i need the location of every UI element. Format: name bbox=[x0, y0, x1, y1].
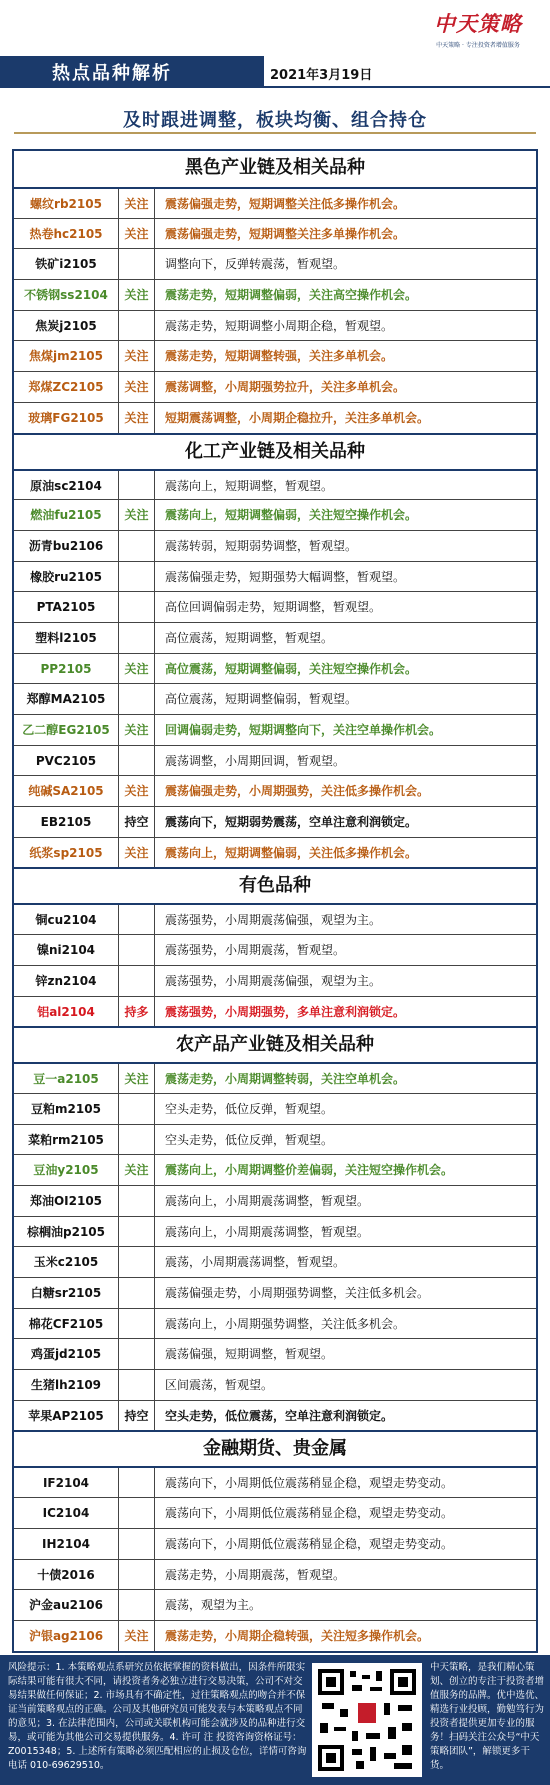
position-tag bbox=[119, 1370, 155, 1400]
strategy-text: 回调偏弱走势，短期调整向下，关注空单操作机会。 bbox=[165, 723, 442, 737]
position-tag bbox=[119, 1339, 155, 1369]
contract-name: PVC2105 bbox=[14, 746, 119, 776]
position-tag: 关注 bbox=[119, 500, 155, 530]
contract-name: 豆粕m2105 bbox=[14, 1094, 119, 1124]
position-tag bbox=[119, 562, 155, 592]
table-row bbox=[14, 1620, 536, 1651]
strategy-text: 震荡强势，小周期强势，多单注意利润锁定。 bbox=[165, 1004, 406, 1019]
position-tag bbox=[119, 531, 155, 561]
contract-name: 郑煤ZC2105 bbox=[14, 372, 119, 402]
strategy-text: 震荡偏强走势，小周期强势，关注低多操作机会。 bbox=[165, 784, 430, 799]
strategy-text: 震荡，小周期震荡调整，暂观望。 bbox=[165, 1255, 346, 1270]
page-title: 热点品种解析 bbox=[52, 63, 172, 84]
table-row bbox=[14, 745, 536, 776]
strategy-text: 震荡向上，小周期震荡调整，暂观望。 bbox=[165, 1224, 370, 1239]
contract-name: 豆一a2105 bbox=[14, 1064, 119, 1093]
subtitle-divider bbox=[14, 132, 536, 134]
contract-name: 白糖sr2105 bbox=[14, 1278, 119, 1308]
contract-name: 玉米c2105 bbox=[14, 1247, 119, 1277]
contract-name: 菜粕rm2105 bbox=[14, 1125, 119, 1155]
brand-about: 中天策略，是我们精心策划、创立的专注于投资者增值服务的品牌。优中选优、精选行业投顾，勤勉笃行为投资者提供更加专业的服务！扫码关注公众号“中天策略团队”，解锁更多干货。 bbox=[430, 1662, 545, 1771]
strategy-text: 震荡，观望为主。 bbox=[165, 1598, 262, 1613]
table-row bbox=[14, 279, 536, 310]
contract-name: 焦炭j2105 bbox=[14, 311, 119, 341]
position-tag bbox=[119, 905, 155, 934]
table-row bbox=[14, 469, 536, 500]
position-tag: 持空 bbox=[119, 1401, 155, 1431]
commodity-table bbox=[12, 149, 538, 1653]
contract-name: PTA2105 bbox=[14, 592, 119, 622]
contract-name: 热卷hc2105 bbox=[14, 219, 119, 249]
strategy-text: 震荡调整，小周期强势拉升，关注多单机会。 bbox=[165, 380, 406, 395]
strategy-text: 震荡偏强走势，小周期强势调整，关注低多机会。 bbox=[165, 1286, 430, 1300]
contract-name: 纯碱SA2105 bbox=[14, 776, 119, 806]
contract-name: 豆油y2105 bbox=[14, 1155, 119, 1185]
brand-logo bbox=[434, 8, 522, 49]
section-header: 金融期货、贵金属 bbox=[14, 1430, 536, 1466]
table-row bbox=[14, 996, 536, 1027]
table-row bbox=[14, 683, 536, 714]
position-tag bbox=[119, 1247, 155, 1277]
strategy-text: 震荡走势，短期调整转强，关注多单机会。 bbox=[165, 349, 394, 364]
table-row bbox=[14, 714, 536, 745]
strategy-text: 震荡偏强，短期调整，暂观望。 bbox=[165, 1347, 334, 1362]
title-divider bbox=[0, 86, 550, 88]
strategy-text: 震荡走势，小周期调整转弱，关注空单机会。 bbox=[165, 1072, 406, 1087]
contract-name: 不锈钢ss2104 bbox=[14, 280, 119, 310]
table-row bbox=[14, 1338, 536, 1369]
table-row bbox=[14, 1216, 536, 1247]
table-row bbox=[14, 591, 536, 622]
position-tag: 关注 bbox=[119, 280, 155, 310]
strategy-text: 震荡走势，短期调整偏弱，关注高空操作机会。 bbox=[165, 288, 418, 303]
table-row bbox=[14, 1246, 536, 1277]
contract-name: EB2105 bbox=[14, 807, 119, 837]
position-tag bbox=[119, 592, 155, 622]
table-row bbox=[14, 965, 536, 996]
contract-name: 沥青bu2106 bbox=[14, 531, 119, 561]
section-header: 黑色产业链及相关品种 bbox=[185, 157, 365, 178]
table-row bbox=[14, 402, 536, 433]
strategy-text: 震荡偏强走势，短期强势大幅调整，暂观望。 bbox=[165, 569, 406, 584]
table-row bbox=[14, 218, 536, 249]
position-tag: 关注 bbox=[119, 189, 155, 218]
table-row bbox=[14, 340, 536, 371]
position-tag: 关注 bbox=[119, 219, 155, 249]
report-date: 2021年3月19日 bbox=[270, 68, 373, 83]
position-tag bbox=[119, 623, 155, 653]
contract-name: IC2104 bbox=[14, 1498, 119, 1528]
position-tag bbox=[119, 471, 155, 500]
contract-name: PP2105 bbox=[14, 654, 119, 684]
strategy-text: 震荡走势，小周期震荡，暂观望。 bbox=[165, 1567, 346, 1582]
position-tag: 关注 bbox=[119, 372, 155, 402]
strategy-text: 震荡向下，短期弱势震荡，空单注意利润锁定。 bbox=[165, 815, 418, 830]
contract-name: 玻璃FG2105 bbox=[14, 403, 119, 433]
section-header: 化工产业链及相关品种 bbox=[14, 433, 536, 469]
strategy-text: 空头走势，低位反弹，暂观望。 bbox=[165, 1132, 334, 1147]
position-tag bbox=[119, 1590, 155, 1620]
risk-disclaimer: 风险提示：1. 本策略观点系研究员依据掌握的资料做出，因条件所限实际结果可能有很大不同，请投资者务必独立进行交易决策，公司不对交易结果做任何保证；2. 市场具有不确定性，过往策略观点的吻合并不保证当前策略观点的正确。公司及其他研究员可能发表与本策略观点不同的意见；3. 在法律范围内，公司或关联机构可能会就涉及的品种进行交易，或可能为其他公司交易提供服务。4. 许可 注 投资咨询资格证号：Z0015348；5. 上述所有策略必须匹配相应的止损及仓位，详情可咨询电话 010-69629510。 bbox=[8, 1662, 307, 1771]
table-row bbox=[14, 806, 536, 837]
table-row bbox=[14, 1185, 536, 1216]
position-tag: 持多 bbox=[119, 997, 155, 1027]
contract-name: 镍ni2104 bbox=[14, 935, 119, 965]
contract-name: 螺纹rb2105 bbox=[14, 189, 119, 218]
strategy-text: 震荡向上，小周期强势调整，关注低多机会。 bbox=[165, 1316, 406, 1331]
logo-text: 中天策略 bbox=[434, 13, 522, 36]
strategy-text: 高位震荡，短期调整偏弱，暂观望。 bbox=[165, 692, 358, 707]
logo-subtext: 中天策略 · 专注投资者增值服务 bbox=[436, 42, 520, 49]
strategy-text: 震荡向下，小周期低位震荡稍显企稳，观望走势变动。 bbox=[165, 1476, 454, 1491]
table-row bbox=[14, 371, 536, 402]
strategy-text: 高位震荡，短期调整偏弱，关注短空操作机会。 bbox=[165, 661, 418, 676]
position-tag bbox=[119, 1560, 155, 1590]
contract-name: 乙二醇EG2105 bbox=[14, 715, 119, 745]
contract-name: 棉花CF2105 bbox=[14, 1309, 119, 1339]
contract-name: 焦煤jm2105 bbox=[14, 341, 119, 371]
footer bbox=[0, 1655, 550, 1785]
strategy-text: 震荡强势，小周期震荡偏强，观望为主。 bbox=[165, 973, 382, 988]
position-tag: 关注 bbox=[119, 1621, 155, 1651]
position-tag bbox=[119, 1468, 155, 1497]
table-row bbox=[14, 1528, 536, 1559]
contract-name: 十债2016 bbox=[14, 1560, 119, 1590]
table-row bbox=[14, 934, 536, 965]
position-tag bbox=[119, 966, 155, 996]
position-tag: 关注 bbox=[119, 1155, 155, 1185]
strategy-text: 震荡向上，短期调整偏弱，关注低多操作机会。 bbox=[165, 845, 418, 860]
table-row bbox=[14, 561, 536, 592]
table-row bbox=[14, 1124, 536, 1155]
strategy-text: 震荡走势，小周期企稳转强，关注短多操作机会。 bbox=[165, 1628, 430, 1643]
table-row bbox=[14, 1308, 536, 1339]
position-tag bbox=[119, 1309, 155, 1339]
strategy-text: 区间震荡，暂观望。 bbox=[165, 1378, 274, 1393]
table-row bbox=[14, 248, 536, 279]
contract-name: 沪银ag2106 bbox=[14, 1621, 119, 1651]
strategy-text: 高位回调偏弱走势，短期调整，暂观望。 bbox=[165, 600, 382, 615]
position-tag bbox=[119, 935, 155, 965]
table-row bbox=[14, 1589, 536, 1620]
title-ribbon bbox=[0, 56, 264, 86]
table-row bbox=[14, 1093, 536, 1124]
strategy-text: 震荡向上，小周期震荡调整，暂观望。 bbox=[165, 1193, 370, 1208]
table-row bbox=[14, 1369, 536, 1400]
strategy-text: 空头走势，低位反弹，暂观望。 bbox=[165, 1101, 334, 1116]
position-tag bbox=[119, 1529, 155, 1559]
table-row bbox=[14, 1559, 536, 1590]
strategy-text: 调整向下，反弹转震荡，暂观望。 bbox=[165, 257, 346, 272]
contract-name: 纸浆sp2105 bbox=[14, 838, 119, 868]
section-header: 农产品产业链及相关品种 bbox=[14, 1026, 536, 1062]
qr-code[interactable] bbox=[312, 1663, 422, 1777]
strategy-text: 震荡向下，小周期低位震荡稍显企稳，观望走势变动。 bbox=[165, 1506, 454, 1521]
position-tag: 关注 bbox=[119, 715, 155, 745]
contract-name: 塑料l2105 bbox=[14, 623, 119, 653]
table-row bbox=[14, 1466, 536, 1497]
contract-name: 铁矿i2105 bbox=[14, 249, 119, 279]
contract-name: 橡胶ru2105 bbox=[14, 562, 119, 592]
strategy-text: 震荡偏强走势，短期调整关注低多操作机会。 bbox=[165, 197, 406, 211]
contract-name: 鸡蛋jd2105 bbox=[14, 1339, 119, 1369]
table-row bbox=[14, 499, 536, 530]
position-tag: 关注 bbox=[119, 838, 155, 868]
section-header: 有色品种 bbox=[14, 867, 536, 903]
table-row bbox=[14, 187, 536, 218]
strategy-text: 震荡向上，小周期调整价差偏弱，关注短空操作机会。 bbox=[165, 1163, 454, 1178]
header bbox=[0, 0, 550, 88]
position-tag bbox=[119, 1094, 155, 1124]
qr-code-icon bbox=[318, 1669, 416, 1771]
position-tag bbox=[119, 1186, 155, 1216]
position-tag bbox=[119, 746, 155, 776]
contract-name: 沪金au2106 bbox=[14, 1590, 119, 1620]
position-tag: 持空 bbox=[119, 807, 155, 837]
position-tag bbox=[119, 684, 155, 714]
strategy-text: 震荡向上，短期调整偏弱，关注短空操作机会。 bbox=[165, 508, 418, 523]
table-row bbox=[14, 530, 536, 561]
page-subtitle: 及时跟进调整，板块均衡、组合持仓 bbox=[123, 110, 427, 131]
strategy-text: 震荡偏强走势，短期调整关注多单操作机会。 bbox=[165, 226, 406, 241]
strategy-text: 空头走势，低位震荡，空单注意利润锁定。 bbox=[165, 1408, 394, 1423]
table-row bbox=[14, 1277, 536, 1308]
contract-name: 苹果AP2105 bbox=[14, 1401, 119, 1431]
strategy-text: 震荡转弱，短期弱势调整，暂观望。 bbox=[165, 538, 358, 553]
contract-name: 郑醇MA2105 bbox=[14, 684, 119, 714]
position-tag bbox=[119, 1125, 155, 1155]
table-row bbox=[14, 1062, 536, 1093]
position-tag bbox=[119, 249, 155, 279]
position-tag: 关注 bbox=[119, 403, 155, 433]
table-row bbox=[14, 1400, 536, 1431]
table-row bbox=[14, 1154, 536, 1185]
contract-name: 铜cu2104 bbox=[14, 905, 119, 934]
position-tag bbox=[119, 1217, 155, 1247]
table-row bbox=[14, 903, 536, 934]
table-row bbox=[14, 622, 536, 653]
table-row bbox=[14, 775, 536, 806]
position-tag: 关注 bbox=[119, 776, 155, 806]
strategy-text: 震荡强势，小周期震荡偏强，观望为主。 bbox=[165, 913, 382, 928]
strategy-text: 震荡向上，短期调整，暂观望。 bbox=[165, 478, 334, 493]
strategy-text: 震荡走势，短期调整小周期企稳，暂观望。 bbox=[165, 318, 394, 333]
strategy-text: 高位震荡，短期调整，暂观望。 bbox=[165, 630, 334, 645]
contract-name: 燃油fu2105 bbox=[14, 500, 119, 530]
contract-name: 原油sc2104 bbox=[14, 471, 119, 500]
position-tag: 关注 bbox=[119, 654, 155, 684]
position-tag bbox=[119, 1278, 155, 1308]
table-row bbox=[14, 310, 536, 341]
contract-name: IF2104 bbox=[14, 1468, 119, 1497]
position-tag bbox=[119, 311, 155, 341]
strategy-text: 震荡强势，小周期震荡，暂观望。 bbox=[165, 943, 346, 958]
table-row bbox=[14, 837, 536, 868]
contract-name: IH2104 bbox=[14, 1529, 119, 1559]
strategy-text: 短期震荡调整，小周期企稳拉升，关注多单机会。 bbox=[165, 410, 430, 425]
table-row bbox=[14, 1497, 536, 1528]
position-tag: 关注 bbox=[119, 341, 155, 371]
contract-name: 棕榈油p2105 bbox=[14, 1217, 119, 1247]
position-tag bbox=[119, 1498, 155, 1528]
strategy-text: 震荡向下，小周期低位震荡稍显企稳，观望走势变动。 bbox=[165, 1536, 454, 1551]
contract-name: 锌zn2104 bbox=[14, 966, 119, 996]
contract-name: 生猪lh2109 bbox=[14, 1370, 119, 1400]
contract-name: 铝al2104 bbox=[14, 997, 119, 1027]
strategy-text: 震荡调整，小周期回调，暂观望。 bbox=[165, 753, 346, 768]
position-tag: 关注 bbox=[119, 1064, 155, 1093]
contract-name: 郑油OI2105 bbox=[14, 1186, 119, 1216]
table-row bbox=[14, 653, 536, 684]
